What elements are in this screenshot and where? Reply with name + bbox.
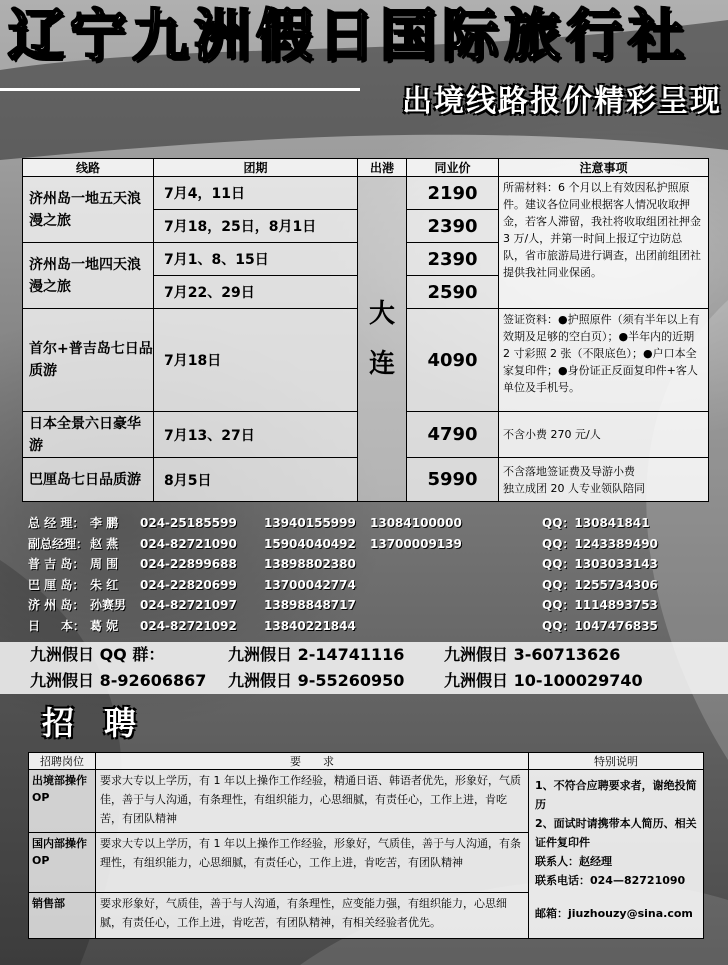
seoul-visa-notes: 签证资料：●护照原件（须有半年以上有效期及足够的空白页）；●半年内的近期 2 寸彩照 2 张（不限底色）；●户口本全家复印件；●身份证正反面复印件+客人单位及手机号。	[499, 309, 709, 412]
header-price: 同业价	[407, 159, 499, 177]
special-notes	[529, 770, 704, 939]
recruitment-title: 招聘	[42, 704, 167, 742]
route-date: 8月5日	[154, 458, 358, 502]
routes-header-row	[23, 159, 709, 177]
contact-mobile-2: 13084100000	[370, 516, 462, 530]
header-port: 出港	[358, 159, 407, 177]
route-date: 7月4，11日	[154, 177, 358, 210]
qq-group-item: 九洲假日 3-60713626	[444, 645, 621, 664]
contact-name: 赵 燕	[90, 536, 119, 551]
route-price: 4090	[407, 309, 499, 412]
contact-mobile: 13898802380	[264, 557, 356, 571]
special-note-line: 1、不符合应聘要求者，谢绝投简历	[535, 779, 697, 811]
route-name: 巴厘岛七日品质游	[23, 458, 154, 502]
qq-group-item: 九洲假日 8-92606867	[30, 671, 207, 690]
bali-note-line: 独立成团 20 人专业领队陪同	[503, 481, 645, 495]
contact-mobile: 13700042774	[264, 577, 356, 592]
header-requirements: 要 求	[96, 753, 529, 770]
job-requirement: 要求形象好，气质佳，善于与人沟通，有条理性，应变能力强，有组织能力，心思细腻，有责任心，工作上进，肯吃苦，有团队精神，有相关经验者优先。	[96, 893, 529, 939]
contact-title: 总 经 理：	[28, 516, 85, 530]
contact-email: 邮箱：jiuzhouzy@sina.com	[535, 907, 693, 920]
contact-landline: 024-82721090	[140, 536, 237, 551]
route-price: 5990	[407, 458, 499, 502]
contact-title: 济 州 岛：	[28, 598, 85, 612]
contact-qq: QQ：1255734306	[542, 577, 658, 592]
route-price: 2590	[407, 276, 499, 309]
job-requirement: 要求大专以上学历，有 1 年以上操作工作经验，形象好，气质佳，善于与人沟通，有条理性，有组织能力，心思细腻，有责任心，工作上进，肯吃苦，有团队精神	[96, 833, 529, 893]
contact-qq: QQ：130841841	[542, 516, 650, 530]
contact-mobile-2: 13700009139	[370, 536, 462, 551]
contact-mobile: 15904040492	[264, 536, 356, 551]
recruitment-header-row	[29, 753, 704, 770]
route-date: 7月18日	[154, 309, 358, 412]
contact-mobile-2	[370, 575, 542, 596]
header-position: 招聘岗位	[29, 753, 96, 770]
route-date: 7月13、27日	[154, 412, 358, 458]
route-date: 7月22、29日	[154, 276, 358, 309]
departure-port	[358, 177, 407, 502]
contact-landline: 024-25185599	[140, 516, 237, 530]
contact-mobile: 13898848717	[264, 598, 356, 612]
contact-landline: 024-22820699	[140, 577, 237, 592]
contact-mobile: 13840221844	[264, 618, 356, 633]
contact-qq: QQ：1047476835	[542, 618, 658, 633]
contact-name: 孙赛男	[90, 598, 127, 612]
header-notes: 注意事项	[499, 159, 709, 177]
contact-list	[28, 513, 718, 636]
qq-groups-band	[0, 642, 728, 694]
job-position: 国内部操作 OP	[29, 833, 96, 893]
contact-landline: 024-22899688	[140, 557, 237, 571]
route-price: 4790	[407, 412, 499, 458]
bali-notes	[499, 458, 709, 502]
header-dates: 团期	[154, 159, 358, 177]
japan-notes: 不含小费 270 元/人	[499, 412, 709, 458]
contact-name: 葛 妮	[90, 618, 119, 633]
contact-title: 普 吉 岛：	[28, 557, 85, 571]
job-requirement: 要求大专以上学历，有 1 年以上操作工作经验，精通日语、韩语者优先，形象好，气质佳，善于与人沟通，有条理性，有组织能力，心思细腻，有责任心，工作上进，肯吃苦，有团队精神	[96, 770, 529, 833]
bali-note-line: 不含落地签证费及导游小费	[503, 464, 635, 478]
route-name: 日本全景六日豪华游	[23, 412, 154, 458]
contact-name: 朱 红	[90, 577, 119, 592]
contact-title: 日 本：	[28, 618, 85, 633]
route-price: 2390	[407, 210, 499, 243]
contact-row	[28, 575, 718, 596]
contact-name: 周 围	[90, 557, 119, 571]
qq-group-row	[0, 668, 728, 694]
table-row	[23, 177, 709, 210]
route-price: 2390	[407, 243, 499, 276]
qq-group-item: 九洲假日 9-55260950	[228, 671, 405, 690]
recruitment-table	[28, 752, 704, 939]
contact-row	[28, 513, 718, 534]
contact-name: 李 鹏	[90, 516, 119, 530]
route-date: 7月1、8、15日	[154, 243, 358, 276]
route-price: 2190	[407, 177, 499, 210]
contact-mobile-2	[370, 554, 542, 575]
route-name: 济州岛一地四天浪漫之旅	[23, 243, 154, 309]
routes-price-table	[22, 158, 709, 502]
departure-port-text: 大连	[368, 299, 395, 379]
route-date: 7月18，25日，8月1日	[154, 210, 358, 243]
header-route: 线路	[23, 159, 154, 177]
route-name: 首尔+普吉岛七日品质游	[23, 309, 154, 412]
page-subtitle: 出境线路报价精彩呈现	[402, 84, 722, 119]
korea-notes: 所需材料：6 个月以上有效因私护照原件。建议各位同业根据客人情况收取押金，若客人滞留，我社将收取组团社押金 3 万/人，并第一时间上报辽宁边防总队，省市旅游局进行调查，出团前组团社提供我社同业保函。	[499, 177, 709, 309]
contact-landline: 024-82721092	[140, 618, 237, 633]
contact-title: 副总经理：	[28, 536, 89, 551]
job-position: 出境部操作 OP	[29, 770, 96, 833]
agency-title: 辽宁九洲假日国际旅行社	[8, 4, 690, 69]
contact-phone: 联系电话：024—82721090	[535, 874, 686, 887]
contact-title: 巴 厘 岛：	[28, 577, 85, 592]
contact-mobile-2	[370, 616, 542, 637]
contact-landline: 024-82721097	[140, 598, 237, 612]
contact-row	[28, 554, 718, 575]
header-special: 特别说明	[529, 753, 704, 770]
qq-group-label: 九洲假日 QQ 群：	[30, 645, 165, 664]
contact-mobile-2	[370, 595, 542, 616]
table-row	[29, 770, 704, 833]
subtitle-rule	[0, 88, 360, 91]
qq-group-item: 九洲假日 2-14741116	[228, 645, 405, 664]
qq-group-row	[0, 642, 728, 668]
qq-group-item: 九洲假日 10-100029740	[444, 671, 643, 690]
contact-qq: QQ：1303033143	[542, 557, 658, 571]
contact-qq: QQ：1243389490	[542, 536, 658, 551]
special-note-line: 2、面试时请携带本人简历、相关证件复印件	[535, 817, 697, 849]
contact-row	[28, 534, 718, 555]
contact-qq: QQ：1114893753	[542, 598, 658, 612]
contact-person: 联系人：赵经理	[535, 855, 612, 868]
contact-mobile: 13940155999	[264, 516, 356, 530]
job-position: 销售部	[29, 893, 96, 939]
contact-row	[28, 616, 718, 637]
route-name: 济州岛一地五天浪漫之旅	[23, 177, 154, 243]
contact-row	[28, 595, 718, 616]
